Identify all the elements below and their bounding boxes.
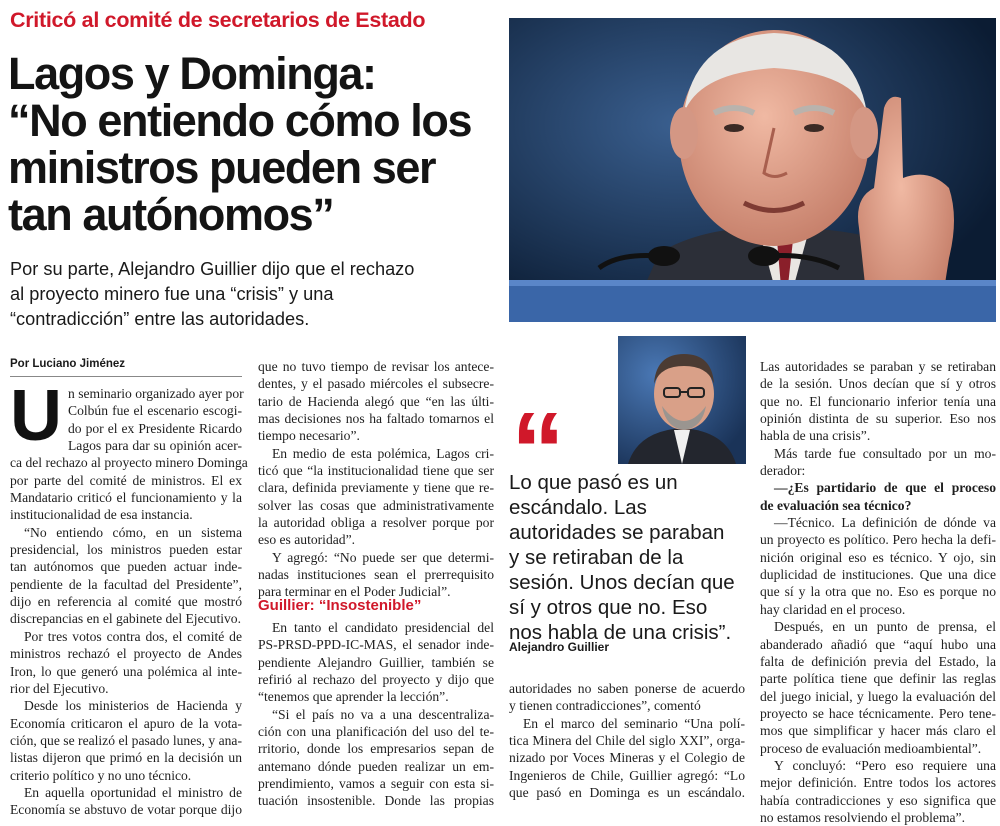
- pull-quote: [509, 470, 754, 645]
- body-line: do por el ex Presidente Ricardo: [68, 420, 242, 436]
- body-line: no estamos resolviendo el problema”.: [760, 809, 965, 825]
- body-line: falta de definición previa del Estado, la: [760, 653, 996, 669]
- body-line: Lagos para dar su opinión acer-: [68, 438, 242, 454]
- body-line: solver las cosas que administrativamente: [258, 497, 494, 513]
- body-line: PS-PRSD-PPD-IC-MAS, el senador inde-: [258, 637, 494, 653]
- body-line: un proyecto es político. Pero hecha la defi-: [760, 532, 996, 548]
- body-line: ticó que “la institucionalidad tiene que ser: [258, 463, 494, 479]
- body-line: Ingenieros de Chile, Guillier agregó: “Lo: [509, 767, 745, 783]
- body-line: tan autónomos que pueden actuar inde-: [10, 559, 242, 575]
- body-line: presidencial, los ministros pueden estar: [10, 542, 242, 558]
- body-line: duplicidad de instituciones. Que una dice: [760, 567, 996, 583]
- body-line: pendiente Alejandro Guillier, también se: [258, 654, 494, 670]
- body-line: dentes, y el pasado miércoles el subsecre-: [258, 376, 494, 392]
- dropcap: U: [10, 376, 62, 456]
- body-line: y tienen contradicciones”, comentó: [509, 698, 701, 714]
- deck-line: “contradicción” entre las autoridades.: [10, 309, 310, 329]
- article-kicker: Criticó al comité de secretarios de Estado: [10, 8, 426, 32]
- body-line: “tenemos que aprender la lección”.: [258, 689, 449, 705]
- body-line: institucionalidad de esa instancia.: [10, 507, 193, 523]
- body-line: que no. El funcionario inferior tenía una: [760, 393, 996, 409]
- article-byline: Por Luciano Jiménez: [10, 358, 242, 377]
- body-line: En tanto el candidato presidencial del: [272, 620, 494, 635]
- body-line: n seminario organizado ayer por: [68, 386, 244, 401]
- pull-quote-line: Lo que pasó es un: [509, 471, 678, 494]
- pull-quote-line: escándalo. Las: [509, 496, 647, 519]
- pull-quote-line: y se retiraban de la: [509, 546, 684, 569]
- headline-line: ministros pueden ser: [8, 142, 436, 193]
- pull-quote-line: nos habla de una crisis”.: [509, 621, 732, 644]
- body-line: En el marco del seminario “Una polí-: [523, 715, 745, 731]
- main-photo-lagos: [509, 18, 996, 322]
- body-column-1: [10, 376, 248, 819]
- body-line: “No entiendo cómo, en un sistema: [24, 524, 242, 540]
- headline-line: Lagos y Dominga:: [8, 48, 376, 99]
- body-line: Desde los ministerios de Hacienda y: [24, 698, 242, 714]
- body-line: mejor definición. Entre todos los actores: [760, 775, 996, 791]
- body-line: Economía criticaron el apuro de la vota-: [10, 715, 242, 731]
- headline-line: tan autónomos”: [8, 189, 334, 240]
- body-line: listas dijeron que primó en la decisión un: [10, 750, 242, 766]
- body-line: del juego inicial, y luego la evaluación del: [760, 688, 996, 704]
- interview-question: de evaluación sea técnico?: [760, 497, 912, 513]
- body-line: antemano dónde pueden realizar un em-: [258, 758, 494, 774]
- body-line: tuación insostenible. Donde las propias: [258, 793, 494, 809]
- body-line: ción con una planificación del uso del te-: [258, 724, 494, 740]
- body-line: Mandatario criticó el funcionamiento y la: [10, 490, 242, 506]
- body-line: hay claridad en el proceso.: [760, 601, 906, 617]
- body-line: ca del rechazo al proyecto minero Dominga: [10, 455, 248, 471]
- body-line: Después, en un punto de prensa, el: [774, 619, 996, 635]
- deck-line: Por su parte, Alejandro Guillier dijo que el rechazo: [10, 259, 415, 279]
- body-line: “Si el país no va a una descentraliza-: [272, 706, 494, 722]
- body-line: Iron, lo que generó una polémica al inte-: [10, 663, 242, 679]
- body-line: Economía se abstuvo de votar porque dijo: [10, 802, 242, 818]
- body-line: En medio de esta polémica, Lagos cri-: [272, 445, 494, 461]
- body-line: pendiente de la facultad del Presidente”,: [10, 576, 242, 592]
- body-line: que no tuvo tiempo de revisar los antece-: [258, 359, 494, 374]
- section-subhead: Guillier: “Insostenible”: [258, 597, 422, 614]
- body-line: tario de Hacienda alegó que “en las últi-: [258, 393, 494, 409]
- body-column-3: [509, 680, 745, 801]
- body-line: Y agregó: “No puede ser que determi-: [272, 549, 494, 565]
- body-line: había contradicciones y eso significa que: [760, 792, 996, 808]
- pull-quote-line: autoridades se paraban: [509, 521, 725, 544]
- guillier-portrait-illustration: [618, 336, 746, 464]
- body-line: dijo en referencia al comité que mostró: [10, 594, 242, 610]
- body-line: mos que simplificar y hacer más claro el: [760, 723, 996, 739]
- body-line: ción, que se realizó el pasado lunes, y ana-: [10, 732, 242, 748]
- body-line: nición original eso es técnico. Y ojo, sin: [760, 549, 996, 565]
- body-line: que pasó en Dominga es un escándalo.: [509, 785, 745, 801]
- body-line: habla de una crisis”.: [760, 428, 871, 444]
- body-line: de la sesión. Unos decían que sí y otros: [760, 376, 996, 392]
- body-line: Las autoridades se paraban y se retiraban: [760, 359, 996, 374]
- body-line: mas decisiones nos ha faltado tomarnos el: [258, 411, 494, 427]
- lagos-portrait-illustration: [509, 18, 996, 322]
- body-line: por parte del comité de ministros. El ex: [10, 472, 242, 488]
- article-deck: [10, 257, 500, 332]
- body-line: eso es autoridad”.: [258, 532, 356, 548]
- body-column-2b: [258, 619, 494, 810]
- pull-quote-line: sí y otros que no. Eso: [509, 596, 708, 619]
- body-line: Por tres votos contra dos, el comité de: [24, 628, 242, 644]
- body-line: rior del Ejecutivo.: [10, 680, 109, 696]
- body-line: opinión distinta de su superior. Eso nos: [760, 411, 996, 427]
- body-line: prendimiento, vamos a seguir con esta si-: [258, 776, 494, 792]
- body-line: proceso de evaluación medioambiental”.: [760, 740, 982, 756]
- body-line: Colbún fue el escenario escogi-: [68, 403, 242, 419]
- headline-line: “No entiendo cómo los: [8, 95, 472, 146]
- body-line: abanderado añadió que “aquí hubo una: [760, 636, 996, 652]
- body-line: autoridades no saben ponerse de acuerdo: [509, 681, 745, 696]
- body-line: discrepancias en el gabinete del Ejecutivo.: [10, 611, 241, 627]
- body-line: que sí y la otra que no. Eso es porque no: [760, 584, 996, 600]
- body-line: nizado por Voces Mineras y el Colegio de: [509, 750, 745, 766]
- body-line: Y concluyó: “Pero eso requiere una: [774, 757, 996, 773]
- body-line: clara, definida previamente y tiene que re-: [258, 480, 494, 496]
- guillier-portrait-photo: [618, 336, 746, 464]
- body-line: tiempo necesario”.: [258, 428, 360, 444]
- body-line: proyecto se hace técnicamente. Pero tene-: [760, 705, 996, 721]
- deck-line: al proyecto minero fue una “crisis” y una: [10, 284, 334, 304]
- body-line: nadas instituciones sean el prerrequisito: [258, 567, 494, 583]
- body-line: Más tarde fue consultado por un mo-: [774, 445, 996, 461]
- body-line: ministros rechazó el proyecto de Andes: [10, 646, 242, 662]
- article-headline: [8, 50, 508, 238]
- body-line: criterio político y no uno técnico.: [10, 767, 192, 783]
- body-line: parte política tiene que definir las reglas: [760, 671, 996, 687]
- body-line: refirió al rechazo del proyecto y dijo que: [258, 672, 494, 688]
- quote-mark-icon: “: [511, 389, 557, 510]
- pull-quote-line: sesión. Unos decían que: [509, 571, 735, 594]
- pull-quote-attribution: Alejandro Guillier: [509, 640, 610, 654]
- body-line: —Técnico. La definición de dónde va: [774, 515, 996, 531]
- body-line: para terminar en el Poder Judicial”.: [258, 584, 451, 600]
- body-line: la autoridad obliga a resolver porque por: [258, 515, 494, 531]
- body-line: rritorio, donde los empresarios sepan de: [258, 741, 494, 757]
- body-line: En aquella oportunidad el ministro de: [24, 784, 242, 800]
- body-column-4: [760, 358, 996, 826]
- body-line: derador:: [760, 463, 806, 479]
- body-line: tica Minera del Chile del siglo XXI”, orga-: [509, 733, 745, 749]
- body-column-2: [258, 358, 494, 601]
- interview-question: —¿Es partidario de que el proceso: [774, 480, 996, 496]
